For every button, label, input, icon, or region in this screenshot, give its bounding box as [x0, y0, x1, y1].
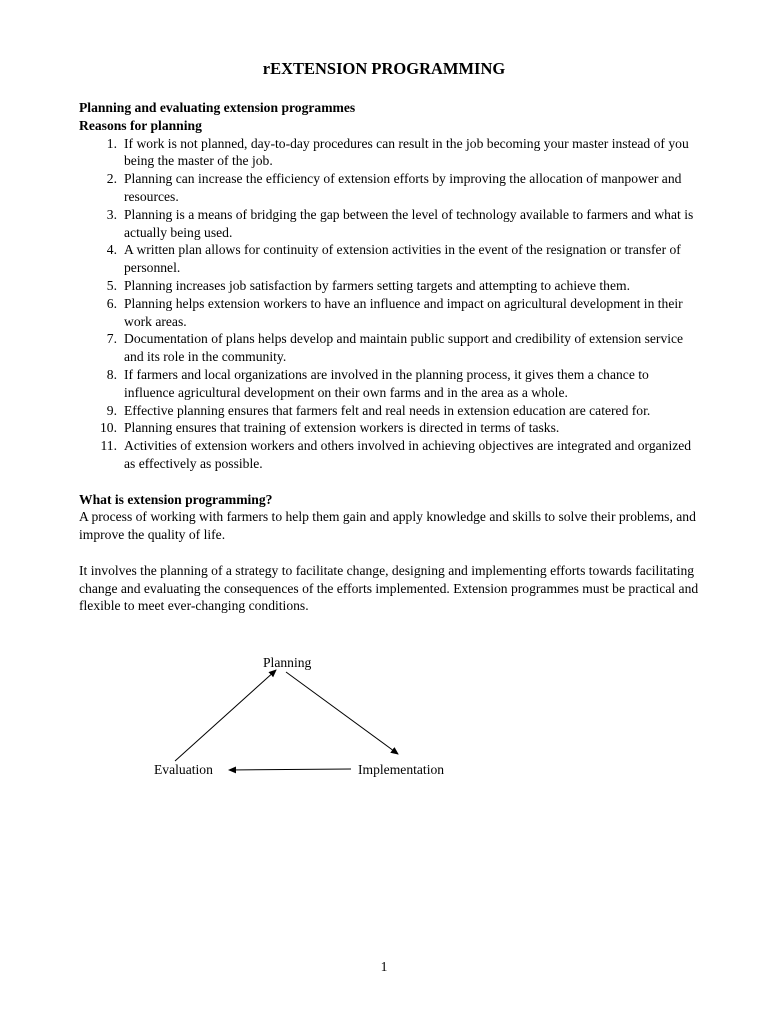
reasons-list — [79, 135, 699, 473]
list-item-text: Planning can increase the efficiency of extension efforts by improving the allocation of manpower and resources. — [124, 171, 682, 204]
arrow-evaluation-to-planning — [175, 670, 276, 761]
list-item-text: Planning is a means of bridging the gap between the level of technology available to farmers and what is actually being used. — [124, 206, 694, 240]
list-item-number: 10. — [100, 420, 117, 436]
section-heading: Planning and evaluating extension programmes — [79, 100, 356, 115]
list-item-number: 8. — [106, 366, 117, 382]
list-item-text: If work is not planned, day-to-day procedures can result in the job becoming your master instead of you being the master of the job. — [124, 135, 689, 169]
list-item-text: Planning ensures that training of extension workers is directed in terms of tasks. — [124, 420, 560, 436]
list-item — [79, 295, 699, 331]
list-item-number: 11. — [100, 438, 117, 454]
list-item-number: 5. — [106, 277, 117, 293]
list-item — [79, 277, 699, 295]
spacer — [79, 473, 699, 491]
list-item-text: Effective planning ensures that farmers felt and real needs in extension education are catered for. — [124, 402, 651, 418]
list-item-text: Documentation of plans helps develop and maintain public support and credibility of extension service and its role in the community. — [124, 331, 684, 365]
list-item — [79, 402, 699, 420]
list-item-number: 2. — [106, 171, 117, 187]
definition-paragraph: A process of working with farmers to help them gain and apply knowledge and skills to solve their problems, and improve the quality of life. — [79, 509, 696, 543]
list-item-number: 4. — [106, 242, 117, 258]
list-item-number: 7. — [106, 331, 117, 347]
list-item-number: 3. — [106, 206, 117, 222]
arrow-planning-to-implementation — [286, 672, 398, 754]
list-item-text: Planning increases job satisfaction by farmers setting targets and attempting to achieve them. — [124, 277, 630, 293]
list-item — [79, 366, 699, 402]
cycle-label-planning: Planning — [263, 655, 312, 670]
list-item-text: A written plan allows for continuity of extension activities in the event of the resignation or transfer of personnel. — [124, 242, 681, 276]
list-item-text: Planning helps extension workers to have an influence and impact on agricultural development in their work areas. — [124, 295, 683, 329]
arrow-implementation-to-evaluation — [229, 769, 351, 770]
cycle-label-implementation: Implementation — [358, 762, 445, 777]
list-item-number: 9. — [106, 402, 117, 418]
document-body — [79, 99, 699, 615]
page-number: 1 — [380, 959, 388, 974]
list-item — [79, 419, 699, 437]
list-item — [79, 170, 699, 206]
reasons-subheading: Reasons for planning — [79, 117, 202, 133]
list-item — [79, 330, 699, 366]
list-item — [79, 437, 699, 473]
list-item — [79, 241, 699, 277]
list-item-text: Activities of extension workers and others involved in achieving objectives are integrated and organized as effectively as possible. — [124, 438, 692, 471]
list-item-number: 6. — [106, 295, 117, 311]
involves-paragraph: It involves the planning of a strategy to facilitate change, designing and implementing efforts towards facilitating change and evaluating the consequences of the efforts implemented. Extension programmes must be practical and flexible to meet ever-changing conditions. — [79, 562, 699, 614]
list-item — [79, 135, 699, 171]
what-is-heading: What is extension programming? — [79, 491, 273, 507]
spacer — [79, 544, 699, 562]
list-item-number: 1. — [106, 135, 117, 151]
list-item — [79, 206, 699, 242]
cycle-label-evaluation: Evaluation — [154, 762, 213, 777]
list-item-text: If farmers and local organizations are involved in the planning process, it gives them a chance to influence agricultural development on their own farms and in the area as a whole. — [124, 366, 649, 400]
document-title: rEXTENSION PROGRAMMING — [262, 59, 506, 78]
